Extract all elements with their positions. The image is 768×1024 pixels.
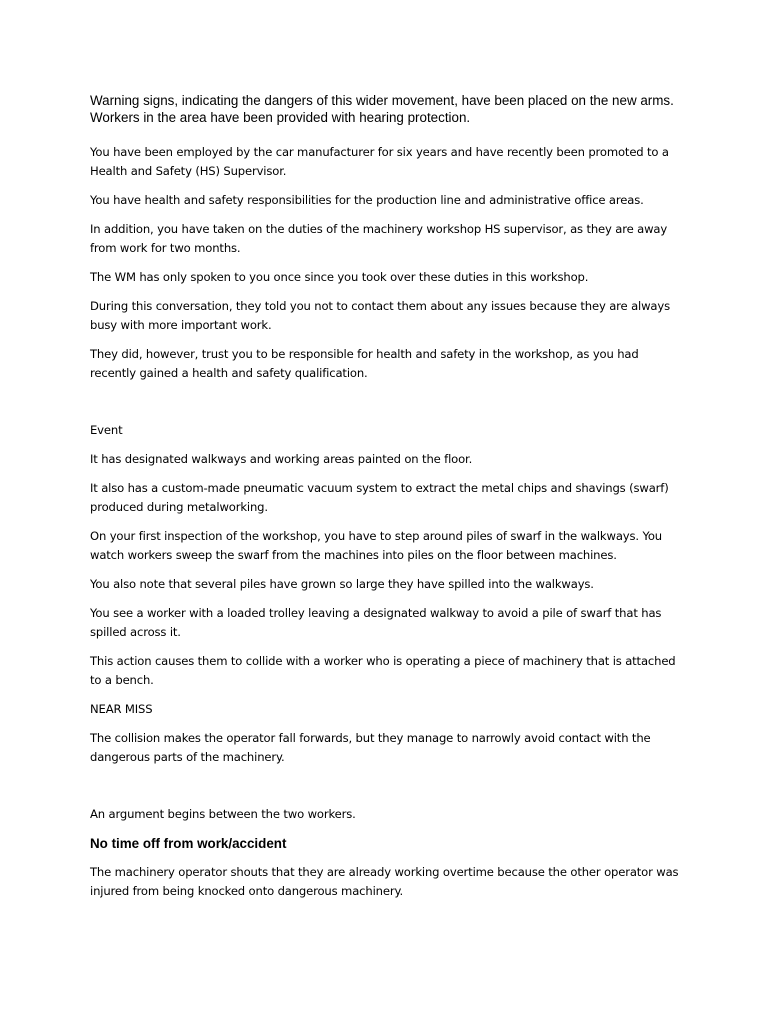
warning-signs-text: Warning signs, indicating the dangers of this wider movement, have been placed on the new arms. xyxy=(90,93,674,108)
spacer xyxy=(90,777,686,805)
document-page xyxy=(90,93,686,911)
event-paragraph: You also note that several piles have grown so large they have spilled into the walkways. xyxy=(90,577,594,591)
scenario-paragraph: You have health and safety responsibilities for the production line and administrative office areas. xyxy=(90,193,644,207)
near-miss-label: NEAR MISS xyxy=(90,702,153,716)
final-paragraph: The machinery operator shouts that they are already working overtime because the other operator was injured from being knocked onto dangerous machinery. xyxy=(90,865,679,898)
scenario-paragraph: The WM has only spoken to you once since you took over these duties in this workshop. xyxy=(90,270,589,284)
hearing-protection-text: Workers in the area have been provided with hearing protection. xyxy=(90,110,471,125)
event-paragraph: It also has a custom-made pneumatic vacuum system to extract the metal chips and shavings (swarf) produced during metalworking. xyxy=(90,481,669,514)
scenario-paragraph: During this conversation, they told you not to contact them about any issues because they are always busy with more important work. xyxy=(90,299,670,332)
event-paragraph: On your first inspection of the workshop, you have to step around piles of swarf in the walkways. You watch workers sweep the swarf from the machines into piles on the floor between machines. xyxy=(90,529,662,562)
event-paragraph: The collision makes the operator fall forwards, but they manage to narrowly avoid contact with the dangerous parts of the machinery. xyxy=(90,731,651,764)
event-heading: Event xyxy=(90,423,123,437)
argument-paragraph: An argument begins between the two workers. xyxy=(90,807,356,821)
scenario-paragraph: They did, however, trust you to be responsible for health and safety in the workshop, as you had recently gained a health and safety qualification. xyxy=(90,347,639,380)
scenario-paragraph: You have been employed by the car manufacturer for six years and have recently been promoted to a Health and Safety (HS) Supervisor. xyxy=(90,145,669,178)
event-paragraph: This action causes them to collide with a worker who is operating a piece of machinery that is attached to a bench. xyxy=(90,654,676,687)
event-paragraph: It has designated walkways and working areas painted on the floor. xyxy=(90,452,473,466)
intro-notes xyxy=(90,93,686,126)
scenario-paragraph: In addition, you have taken on the duties of the machinery workshop HS supervisor, as they are away from work for two months. xyxy=(90,222,668,255)
spacer xyxy=(90,393,686,421)
event-paragraph: You see a worker with a loaded trolley leaving a designated walkway to avoid a pile of swarf that has spilled across it. xyxy=(90,606,662,639)
section-heading: No time off from work/accident xyxy=(90,836,287,851)
